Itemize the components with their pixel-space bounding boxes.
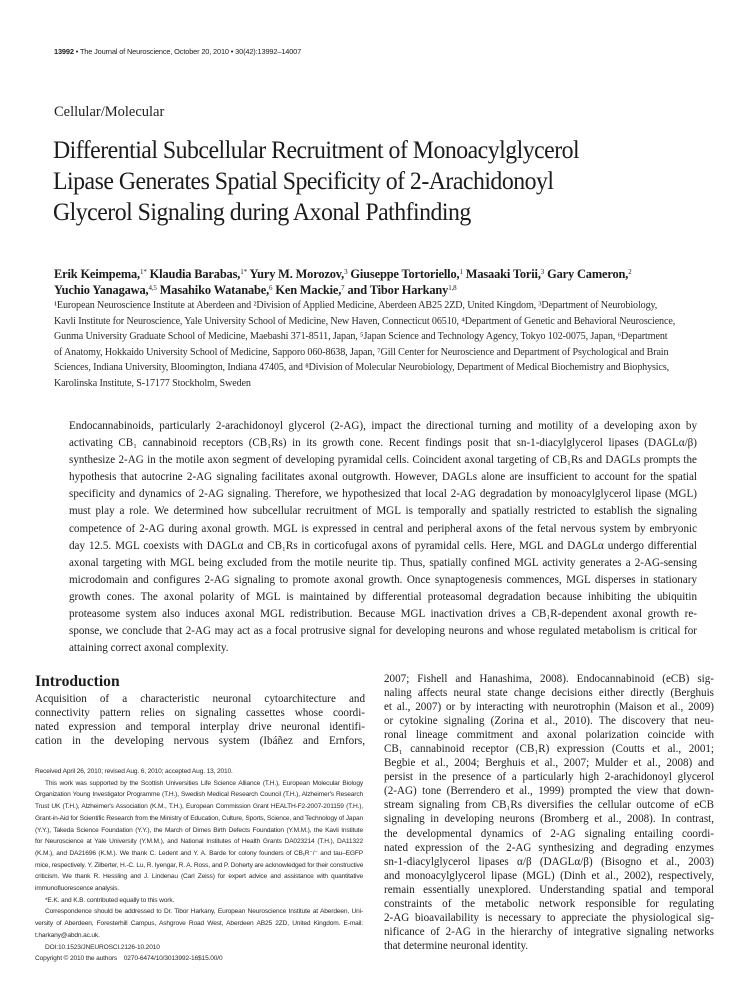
running-head: 13992 • The Journal of Neuroscience, October 20, 2010 • 30(42):13992–14007 (54, 47, 302, 56)
abstract-line: microdomain and configures 2-AG signaling to promote axonal growth. Once synaptogenesis commences, MGL disperses in stationary (69, 573, 697, 586)
doi: DOI:10.1523/JNEUROSCI.2126-10.2010 (45, 943, 160, 951)
author-line (54, 266, 724, 282)
body-line: 2-AG bioavailability is necessary to appreciate the physiological sig- (384, 911, 714, 924)
body-line: connectivity pattern relies on signaling cassettes whose coordi- (35, 707, 365, 720)
abstract-line: sponse, we conclude that 2-AG may act as a focal protrusive signal for developing neurons and whose regulated metabolism is critical for (69, 625, 697, 638)
affiliations (54, 298, 724, 392)
correspondence-line: Correspondence should be addressed to Dr. Tibor Harkany, European Neuroscience Institute at Aberdeen, Uni- (45, 908, 363, 916)
abstract-line: activating CB₁ cannabinoid receptors (CB₁Rs) in its growth cone. Recent findings posit that sn-1-diacylglycerol lipases (DAGLα/β) (69, 437, 697, 450)
left-column (35, 672, 365, 748)
body-line: nated expression of the 2-AG synthesizing and degrading enzymes (384, 841, 714, 854)
affiliation-line: Sciences, Indiana University, Bloomington, Indiana 47405, and ⁸Division of Molecular Neurobiology, Department of Medical Biochemistry and Biophysics, (54, 362, 670, 374)
right-column (384, 672, 714, 953)
affiliation-line: Gunma University Graduate School of Medicine, Maebashi 371-8511, Japan, ⁵Japan Science and Technology Agency, Tokyo 102-0075, Japan, ⁶Department (54, 331, 668, 343)
abstract-line: synthesize 2-AG in the motile axon segment of developing pyramidal cells. Coincident axonal targeting of CB₁Rs and DAGLs prompts the (69, 454, 697, 467)
received-dates: Received April 26, 2010; revised Aug. 6, 2010; accepted Aug. 13, 2010. (35, 768, 233, 775)
body-line: that determine neuronal identity. (384, 939, 529, 952)
author-line (54, 282, 724, 298)
funding-line: for Neuroscience at Yale University (Y.M.M.), and National Institutes of Health Grants DA023214 (T.H.), DA11322 (35, 838, 363, 846)
paper-title (53, 134, 667, 227)
author: Klaudia Barabas,$^{1*}$ (149, 267, 247, 281)
author: Ken Mackie,$^7$ (275, 283, 345, 297)
abstract-line: Endocannabinoids, particularly 2-arachidonoyl glycerol (2-AG), impact the directional turning and motility of a developing axon by (69, 420, 697, 432)
author-list (54, 266, 724, 298)
funding-line: Organization Young Investigator Programme (T.H.), Swedish Medical Research Council (T.H.), Alzheimer's Research (35, 791, 363, 799)
abstract (69, 418, 697, 657)
title-line: Lipase Generates Spatial Specificity of 2-Arachidonoyl (53, 166, 554, 195)
title-line: Differential Subcellular Recruitment of Monoacylglycerol (53, 135, 580, 164)
affiliation-line: ¹European Neuroscience Institute at Aberdeen and ²Division of Applied Medicine, Aberdeen AB25 2ZD, United Kingdom, ³Department of Neurobiology, (54, 300, 658, 311)
page-number: 13992 (54, 47, 74, 56)
body-line: constraints of the metabolic network responsible for regulating (384, 897, 714, 910)
author: Giuseppe Tortoriello,$^1$ (350, 267, 463, 281)
body-line: ronal lineage commitment and axonal polarization coincide with (384, 729, 714, 742)
body-line: CB₁ cannabinoid receptor (CB₁R) expression (Coutts et al., 2001; (384, 743, 714, 756)
funding-line: Grant-in-Aid for Scientific Research from the Ministry of Education, Culture, Sports, Science, and Technology of Japan (35, 814, 363, 822)
introduction-heading: Introduction (35, 673, 120, 690)
author: Erik Keimpema,$^{1*}$ (54, 267, 147, 281)
body-line: cation in the developing nervous system (Ibáñez and Ernfors, (35, 735, 365, 748)
body-line: signaling in developing neurons (Bromberg et al., 2008). In contrast, (384, 813, 714, 826)
author: Gary Cameron,$^2$ (547, 267, 632, 281)
author: Yury M. Morozov,$^3$ (249, 267, 348, 281)
abstract-line: attaining correct axonal complexity. (69, 642, 229, 655)
body-line: Begbie et al., 2004; Berghuis et al., 2007; Mulder et al., 2008) and (384, 757, 714, 770)
section-label: Cellular/Molecular (54, 104, 165, 120)
body-line: persist in the presence of a particularly high 2-arachidonoyl glycerol (384, 771, 714, 784)
abstract-line: hypothesis that autocrine 2-AG signaling facilitates axonal outgrowth. However, DAGLs alone are insufficient to account for the spatial (69, 471, 697, 484)
copyright: Copyright © 2010 the authors 0270-6474/10/3013992-16$15.00/0 (35, 955, 223, 963)
body-line: and monoacylglycerol lipase (MGL) (Dinh et al., 2002), respectively, (384, 869, 714, 882)
equal-contribution-note: *E.K. and K.B. contributed equally to this work. (45, 896, 175, 904)
funding-line: This work was supported by the Scottish Universities Life Science Alliance (T.H.), European Molecular Biology (45, 779, 363, 787)
author: Yuchio Yanagawa,$^{4,5}$ (54, 283, 157, 297)
funding-line: (K.M.), and DA21696 (K.M.). We thank C. Ledent and Y. A. Barde for colony founders of CB₁R⁻/⁻ and tau–EGFP (35, 849, 363, 857)
body-line: the developmental dynamics of 2-AG signaling entailing coordi- (384, 827, 714, 840)
title-line: Glycerol Signaling during Axonal Pathfinding (53, 197, 471, 226)
funding-line: (Y.Y.), Takeda Science Foundation (Y.Y.), the March of Dimes Birth Defects Foundation (Y.M.M.), the Kavli Institute (35, 826, 363, 834)
body-line: stream signaling from CB₁Rs diversifies the cellular outcome of eCB (384, 799, 714, 812)
author: Masahiko Watanabe,$^6$ (159, 283, 273, 297)
body-line: naling affects neural state change decisions either directly (Berghuis (384, 687, 714, 700)
affiliation-line: Karolinska Institute, S-17177 Stockholm, Sweden (54, 377, 251, 389)
funding-line: Trust UK (T.H.), Alzheimer's Association (K.M., T.H.), European Commission Grant HEALTH-F2-2007-201159 (T.H.), (35, 803, 363, 811)
body-line: nated expression and temporal interplay drive neuronal identifi- (35, 721, 365, 734)
body-line: sn-1-diacylglycerol lipases α/β (DAGLα/β) (Bisogno et al., 2003) (384, 855, 714, 868)
abstract-line: growth cones. The axonal polarity of MGL is maintained by differential proteasomal degradation because inhibiting the ubiquitin (69, 590, 697, 603)
affiliation-line: of Anatomy, Hokkaido University School of Medicine, Sapporo 060-8638, Japan, ⁷Gill Center for Neuroscience and Department of Psychological and Brain (54, 346, 669, 358)
correspondence-email[interactable]: t.harkany@abdn.ac.uk. (35, 931, 100, 939)
abstract-line: proteasome system also induces axonal MGL redistribution. Because MGL inactivation drives a CB₁R-dependent axonal growth re- (69, 608, 697, 621)
abstract-line: axonal targeting with MGL being excluded from the motile neurite tip. Thus, spatially confined MGL activity generates a 2-AG-sensing (69, 556, 697, 569)
affiliation-line: Kavli Institute for Neuroscience, Yale University School of Medicine, New Haven, Connecticut 06510, ⁴Department of Genetic and Behavioral Neuroscience, (54, 315, 676, 327)
body-line: or cytokine signaling (Zorina et al., 2010). The discovery that neu- (384, 715, 714, 728)
body-line: (2-AG) tone (Berrendero et al., 1999) prompted the view that down- (384, 785, 714, 798)
body-line: nificance of 2-AG in the hierarchy of integrative signaling networks (384, 925, 714, 938)
body-line: Acquisition of a characteristic neuronal cytoarchitecture and (35, 693, 365, 705)
introduction-text-right (384, 672, 714, 953)
body-line: 2007; Fishell and Hanashima, 2008). Endocannabinoid (eCB) sig- (384, 673, 714, 685)
introduction-text-left (35, 692, 365, 748)
author: and Tibor Harkany$^{1,8}$ (347, 283, 457, 297)
journal-citation: The Journal of Neuroscience, October 20, 2010 (79, 47, 229, 56)
funding-line: mice, respectively. Y. Zilberter, H.-C. Lu, R. Iyengar, R. A. Ross, and P. Doherty are acknowledged for their constructive (35, 861, 364, 869)
volume-pages: 30(42):13992–14007 (235, 47, 302, 56)
body-line: et al., 2007) or by interacting with neurotrophin (Maison et al., 2009) (384, 701, 714, 714)
abstract-line: specificity and dynamics of 2-AG signaling. Therefore, we hypothesized that local 2-AG degradation by monoacylglycerol lipase (MGL) (69, 488, 697, 501)
abstract-line: day 12.5. MGL coexists with DAGLα and CB₁Rs in corticofugal axons of pyramidal cells. Here, MGL and DAGLα undergo differential (69, 539, 697, 552)
author: Masaaki Torii,$^3$ (465, 267, 545, 281)
correspondence-line: versity of Aberdeen, Foresterhill Campus, Ashgrove Road West, Aberdeen AB25 2ZD, United Kingdom. E-mail: (35, 920, 363, 928)
funding-line: immunofluorescence analysis. (35, 885, 120, 893)
funding-line: criticism. We thank R. Hessling and J. Lindenau (Carl Zeiss) for expert advice and assistance with quantitative (35, 873, 363, 881)
abstract-line: must play a role. We determined how subcellular recruitment of MGL is temporally and spatially restricted to establish the signaling (69, 505, 697, 518)
footnotes (35, 766, 363, 965)
abstract-line: competence of 2-AG during axonal growth. MGL is expressed in central and peripheral axons of the fetal nervous system by embryonic (69, 522, 697, 535)
body-line: remain essentially unexplored. Understanding spatial and temporal (384, 883, 714, 896)
